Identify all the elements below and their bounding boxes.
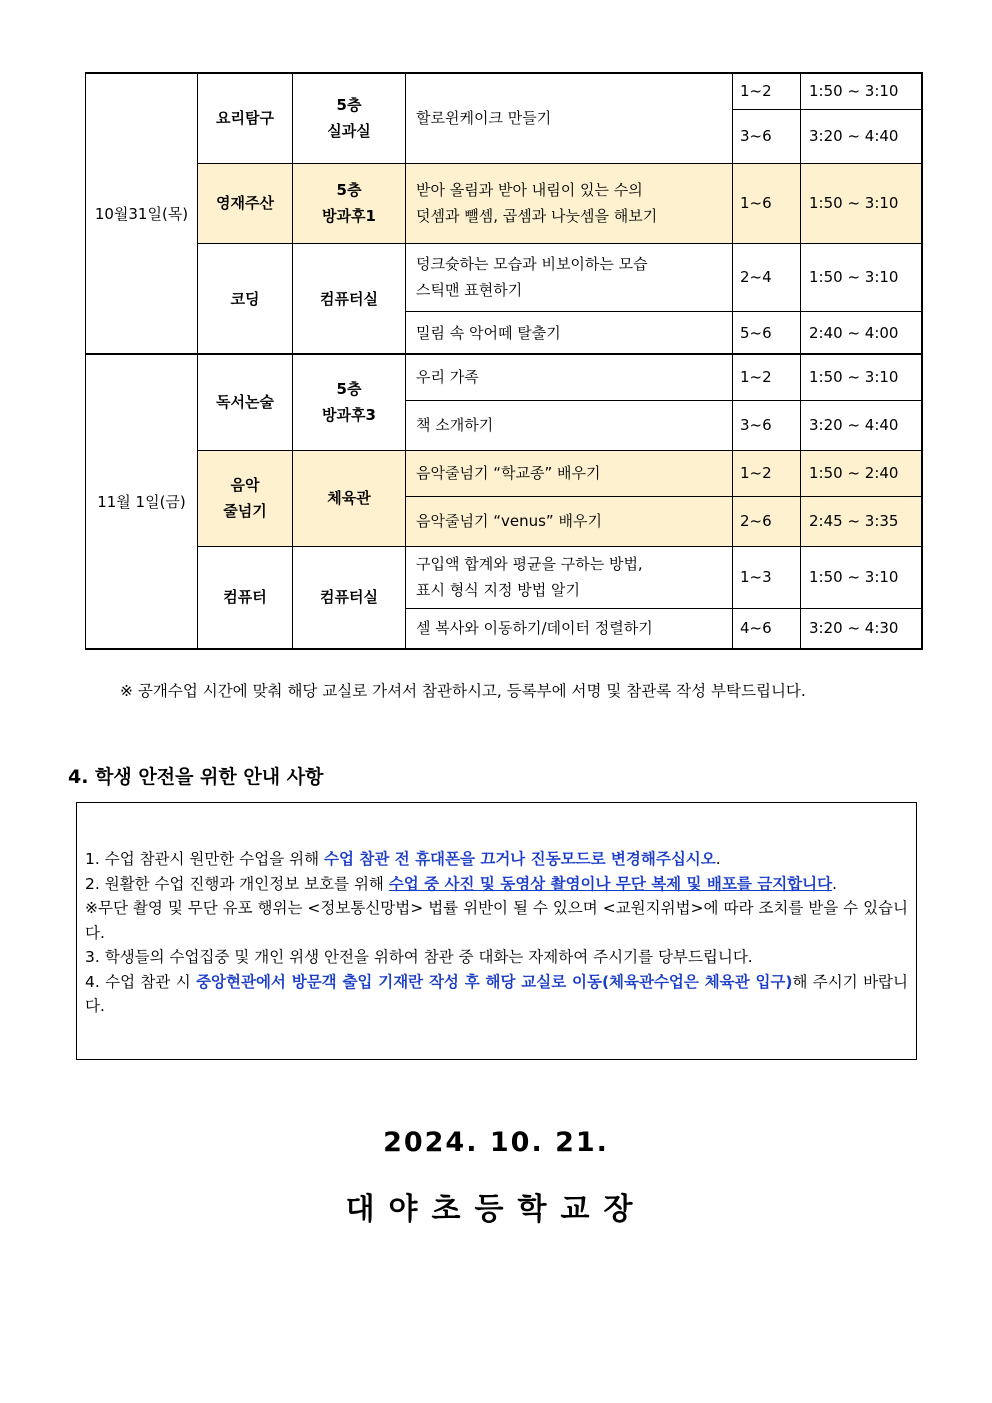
date-cell: 10월31일(목): [86, 73, 198, 354]
room-cell: 5층 방과후1: [293, 163, 406, 243]
topic-cell: 밀림 속 악어떼 탈출기: [406, 311, 733, 354]
principal-signature: 대야초등학교장: [345, 1192, 647, 1227]
time-cell: 1:50 ~ 3:10: [801, 73, 922, 109]
item-text: 2. 원활한 수업 진행과 개인정보 보호를 위해: [85, 874, 389, 893]
topic-cell: 받아 올림과 받아 내림이 있는 수의 덧셈과 뺄셈, 곱셈과 나눗셈을 해보기: [406, 163, 733, 243]
schedule-table: [85, 72, 923, 650]
subject-cell: 컴퓨터: [198, 546, 293, 649]
notice-item-2-note: ※무단 촬영 및 무단 유포 행위는 <정보통신망법> 법률 위반이 될 수 있으며 <교원지위법>에 따라 조치를 받을 수 있습니다.: [85, 899, 908, 942]
grade-cell: 2~4: [733, 243, 801, 311]
item-text: .: [715, 850, 721, 868]
time-cell: 3:20 ~ 4:40: [801, 109, 922, 163]
grade-cell: 3~6: [733, 109, 801, 163]
time-cell: 3:20 ~ 4:30: [801, 608, 922, 649]
room-cell: 5층 실과실: [293, 73, 406, 163]
notice-item-4: [85, 970, 908, 1019]
time-cell: 1:50 ~ 2:40: [801, 450, 922, 496]
item-text: 1. 수업 참관시 원만한 수업을 위해: [85, 850, 325, 868]
visit-note: ※ 공개수업 시간에 맞춰 해당 교실로 가셔서 참관하시고, 등록부에 서명 및 참관록 작성 부탁드립니다.: [120, 682, 806, 700]
item-text: .: [832, 874, 838, 893]
notice-item-3: 3. 학생들의 수업집중 및 개인 위생 안전을 위하여 참관 중 대화는 자제하여 주시기를 당부드립니다.: [85, 948, 753, 966]
time-cell: 3:20 ~ 4:40: [801, 400, 922, 450]
room-cell: 5층 방과후3: [293, 354, 406, 450]
room-cell: 체육관: [293, 450, 406, 546]
item-highlight: 수업 참관 전 휴대폰을 끄거나 진동모드로 변경해주십시오: [324, 850, 716, 868]
topic-cell: 음악줄넘기 “venus” 배우기: [406, 496, 733, 546]
time-cell: 1:50 ~ 3:10: [801, 243, 922, 311]
time-cell: 2:40 ~ 4:00: [801, 311, 922, 354]
topic-cell: 셀 복사와 이동하기/데이터 정렬하기: [406, 608, 733, 649]
grade-cell: 1~2: [733, 73, 801, 109]
table-row: [86, 163, 922, 243]
item-text: 4. 수업 참관 시: [85, 972, 197, 991]
table-row: [86, 450, 922, 496]
grade-cell: 1~3: [733, 546, 801, 608]
topic-cell: 구입액 합계와 평균을 구하는 방법, 표시 형식 지정 방법 알기: [406, 546, 733, 608]
grade-cell: 3~6: [733, 400, 801, 450]
date-cell: 11월 1일(금): [86, 354, 198, 649]
table-row: [86, 546, 922, 608]
topic-cell: 책 소개하기: [406, 400, 733, 450]
item-highlight: 중앙현관에서 방문객 출입 기재란 작성 후 해당 교실로 이동(체육관수업은 체육관 입구): [196, 972, 793, 991]
subject-cell: 요리탐구: [198, 73, 293, 163]
subject-cell: 영재주산: [198, 163, 293, 243]
grade-cell: 4~6: [733, 608, 801, 649]
notice-item-2: [85, 872, 908, 897]
item-text: 해 주시기 바랍니다.: [85, 972, 908, 1015]
document-date: 2024. 10. 21.: [383, 1127, 609, 1158]
time-cell: 1:50 ~ 3:10: [801, 546, 922, 608]
room-cell: 컴퓨터실: [293, 243, 406, 354]
subject-cell: 음악 줄넘기: [198, 450, 293, 546]
topic-cell: 덩크슛하는 모습과 비보이하는 모습 스틱맨 표현하기: [406, 243, 733, 311]
section-title: 4. 학생 안전을 위한 안내 사항: [68, 766, 324, 788]
item-highlight: 수업 중 사진 및 동영상 촬영이나 무단 복제 및 배포를 금지합니다: [388, 874, 833, 893]
grade-cell: 5~6: [733, 311, 801, 354]
table-row: [86, 354, 922, 400]
subject-cell: 독서논술: [198, 354, 293, 450]
time-cell: 1:50 ~ 3:10: [801, 163, 922, 243]
topic-cell: 우리 가족: [406, 354, 733, 400]
grade-cell: 1~2: [733, 450, 801, 496]
grade-cell: 1~2: [733, 354, 801, 400]
table-row: [86, 73, 922, 109]
time-cell: 2:45 ~ 3:35: [801, 496, 922, 546]
notice-item-1: [85, 847, 908, 872]
room-cell: 컴퓨터실: [293, 546, 406, 649]
topic-cell: 음악줄넘기 “학교종” 배우기: [406, 450, 733, 496]
subject-cell: 코딩: [198, 243, 293, 354]
table-row: [86, 243, 922, 311]
topic-cell: 할로윈케이크 만들기: [406, 73, 733, 163]
grade-cell: 1~6: [733, 163, 801, 243]
time-cell: 1:50 ~ 3:10: [801, 354, 922, 400]
safety-notice-box: [76, 802, 917, 1060]
grade-cell: 2~6: [733, 496, 801, 546]
